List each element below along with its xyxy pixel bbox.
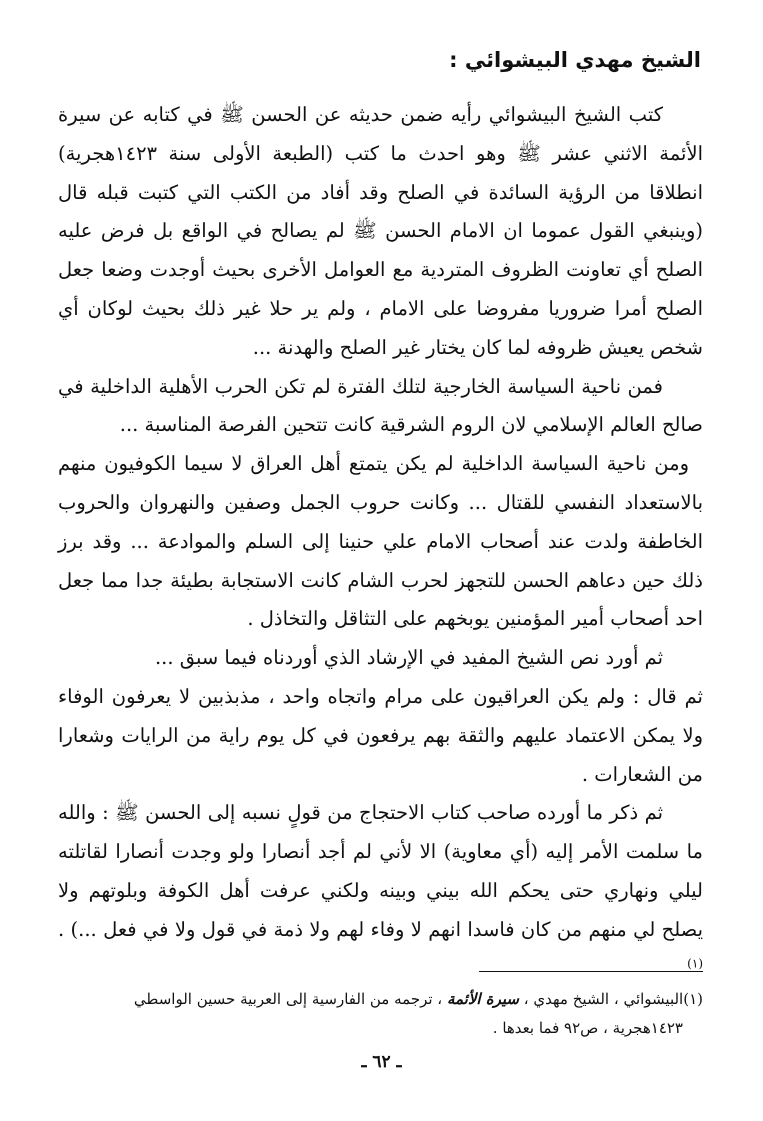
footnote-line-2: ١٤٢٣هجرية ، ص٩٢ فما بعدها . xyxy=(492,1019,683,1037)
body-text xyxy=(58,96,703,988)
paragraph-6 xyxy=(58,794,703,988)
footnote-number: (١) xyxy=(683,990,703,1008)
footnote xyxy=(58,985,703,1043)
footnote-reference[interactable]: (١) xyxy=(687,956,703,971)
footnote-author: البيشوائي ، الشيخ مهدي ، xyxy=(523,990,684,1008)
footnote-title: سيرة الأئمة xyxy=(446,990,520,1008)
footnote-divider xyxy=(479,971,703,972)
footnote-rest: ، ترجمه من الفارسية إلى العربية حسين الواسطي xyxy=(133,990,443,1008)
page-number: ـ ٦٢ ـ xyxy=(361,1052,402,1072)
paragraph-5: ثم قال : ولم يكن العراقيون على مرام واتجاه واحد ، مذبذبين لا يعرفون الوفاء ولا يمكن الاعتماد عليهم والثقة بهم يرفعون في كل يوم راية من الرايات وشعارا من الشعارات . xyxy=(58,684,703,786)
section-heading: الشيخ مهدي البيشوائي : xyxy=(449,48,701,72)
paragraph-6-text: ثم ذكر ما أورده صاحب كتاب الاحتجاج من قولٍ نسبه إلى الحسن ﷺ : والله ما سلمت الأمر إليه (أي معاوية) الا لأني لم أجد أنصارا ولو وجدت أنصارا لقاتلته ليلي ونهاري حتى يحكم الله بيني وبينه ولكني عرفت أهل الكوفة وبلوتهم ولا يصلح لي منهم من كان فاسدا انهم لا وفاء لهم ولا ذمة في قول ولا في فعل ...) . xyxy=(58,801,703,941)
paragraph-2: فمن ناحية السياسة الخارجية لتلك الفترة لم تكن الحرب الأهلية الداخلية في صالح العالم الإسلامي لان الروم الشرقية كانت تتحين الفرصة المناسبة ... xyxy=(58,374,703,437)
paragraph-1: كتب الشيخ البيشوائي رأيه ضمن حديثه عن الحسن ﷺ في كتابه عن سيرة الأئمة الاثني عشر ﷺ وهو احدث ما كتب (الطبعة الأولى سنة ١٤٢٣هجرية) انطلاقا من الرؤية السائدة في الصلح وقد أفاد من الكتب التي كتبت قبله قال (وينبغي القول عموما ان الامام الحسن ﷺ لم يصالح في الواقع بل فرض عليه الصلح أي تعاونت الظروف المتردية مع العوامل الأخرى بحيث أوجدت وضعا جعل الصلح أمرا ضروريا مفروضا على الامام ، ولم ير حلا غير ذلك بحيث لوكان أي شخص يعيش ظروفه لما كان يختار غير الصلح والهدنة ... xyxy=(58,103,703,359)
footnote-line-1 xyxy=(58,985,703,1014)
paragraph-4: ثم أورد نص الشيخ المفيد في الإرشاد الذي أوردناه فيما سبق ... xyxy=(154,646,663,670)
paragraph-3: ومن ناحية السياسة الداخلية لم يكن يتمتع أهل العراق لا سيما الكوفيون منهم بالاستعداد النفسي للقتال ... وكانت حروب الجمل وصفين والنهروان والحروب الخاطفة ولدت عند أصحاب الامام علي حنينا إلى السلم والموادعة ... وقد برز ذلك حين دعاهم الحسن للتجهز لحرب الشام كانت الاستجابة بطيئة جدا مما جعل احد أصحاب أمير المؤمنين يوبخهم على التثاقل والتخاذل . xyxy=(58,452,703,631)
